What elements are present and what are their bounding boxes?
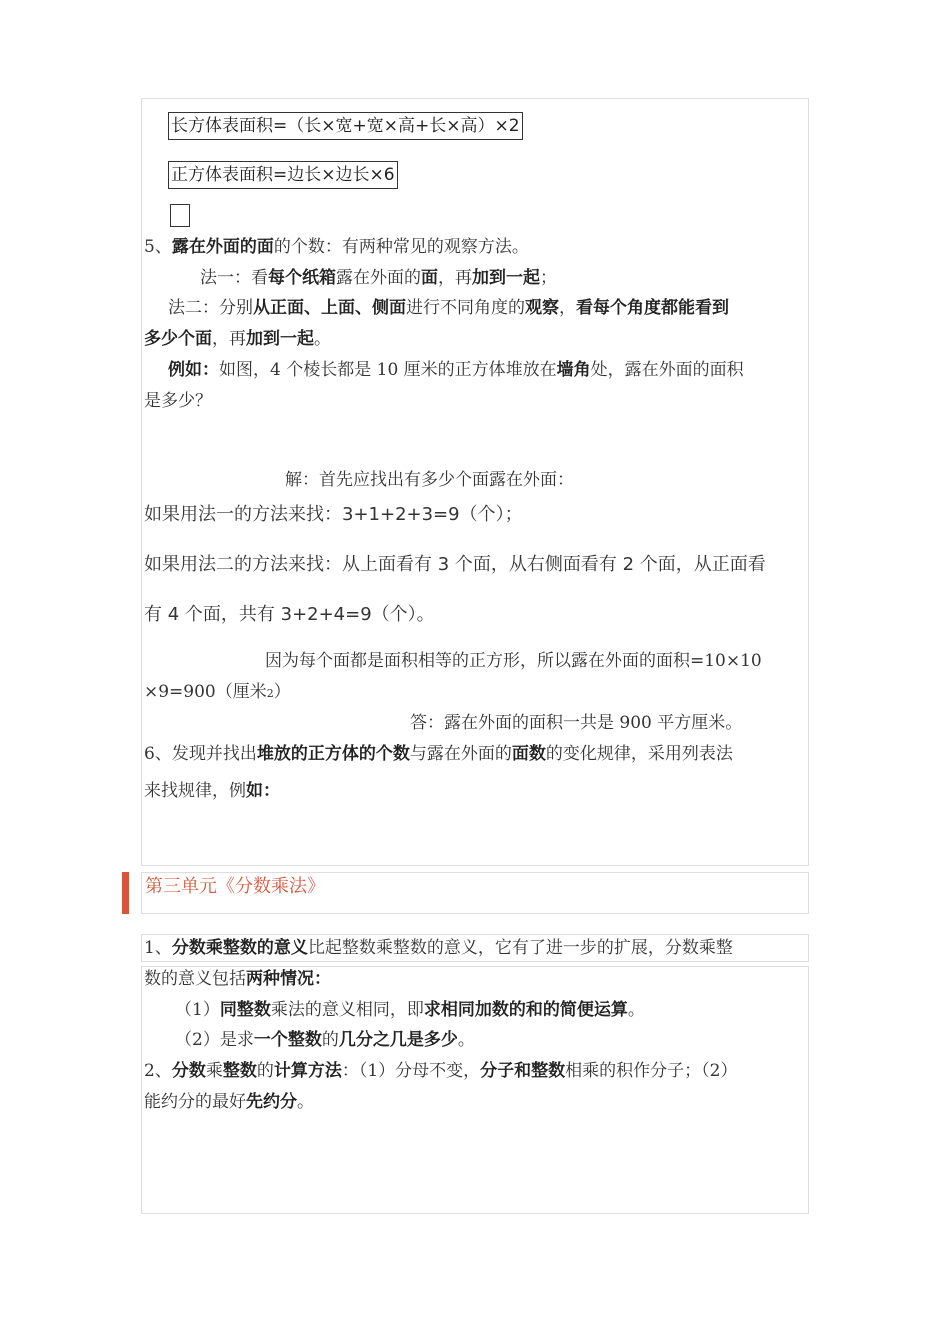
text: 发现并找出 [171, 744, 257, 764]
bold-term: 分数 [171, 1061, 206, 1081]
unit3-case2 [175, 1030, 475, 1050]
bold-term: 例如： [168, 360, 219, 380]
unit3-point2 [144, 1061, 737, 1081]
answer: 答：露在外面的面积一共是 900 平方厘米。 [410, 713, 743, 733]
bold-term: 分子和整数 [480, 1061, 566, 1081]
cube-surface-area-formula: 正方体表面积=边长×边长×6 [168, 161, 398, 189]
text: ：（1）分母不变， [341, 1061, 481, 1081]
text: 与露在外面的 [409, 744, 512, 764]
text: ×9=900（厘米 [144, 682, 267, 702]
empty-checkbox-shape [170, 204, 190, 227]
method-one [200, 268, 557, 288]
bold-term: 一个整数 [253, 1030, 322, 1050]
bold-term: 整数 [222, 1061, 257, 1081]
text: ） [273, 682, 291, 702]
bold-term: 计算方法 [273, 1061, 342, 1081]
example-cont: 是多少？ [144, 391, 212, 411]
item6-cont [144, 781, 280, 801]
bold-term: 每个纸箱 [268, 268, 336, 288]
bold-term: 面数 [511, 744, 546, 764]
way-one: 如果用法一的方法来找：3+1+2+3=9（个）； [144, 504, 523, 525]
method-two-cont [144, 329, 331, 349]
section-accent-bar [122, 872, 129, 914]
text: 进行不同角度的 [406, 298, 525, 318]
text: 的变化规律，采用列表法 [545, 744, 733, 764]
item5-heading [144, 237, 529, 257]
text: 乘 [205, 1061, 223, 1081]
way-two: 如果用法二的方法来找：从上面看有 3 个面，从右侧面看有 2 个面，从正面看 [144, 554, 766, 575]
text: （2）是求 [175, 1030, 254, 1050]
cuboid-surface-area-formula: 长方体表面积=（长×宽+宽×高+长×高）×2 [168, 112, 523, 140]
bold-term: 观察 [525, 298, 559, 318]
bold-term: 加到一起 [472, 268, 540, 288]
item-number: 5、 [144, 237, 172, 257]
bold-term: 先约分 [246, 1092, 297, 1112]
item-number: 2、 [144, 1061, 172, 1081]
text: 。 [314, 329, 331, 349]
item6-heading [144, 744, 733, 764]
bold-term: 堆放的正方体的个数 [256, 744, 410, 764]
text: 露在外面的 [336, 268, 421, 288]
bold-term: 加到一起 [246, 329, 314, 349]
text: 法二：分别 [168, 298, 253, 318]
section-title: 第三单元《分数乘法》 [145, 876, 325, 897]
text: 乘法的意义相同，即 [270, 1000, 424, 1020]
text: 能约分的最好 [144, 1092, 246, 1112]
unit3-point1 [144, 938, 733, 958]
text: 如图，4 个棱长都是 10 厘米的正方体堆放在 [219, 360, 557, 380]
item-number: 1、 [144, 938, 172, 958]
text: 处，露在外面的面积 [590, 360, 744, 380]
unit3-point2-cont [144, 1092, 314, 1112]
unit3-point1-cont [144, 969, 331, 989]
text: ，再 [438, 268, 472, 288]
text: ； [540, 268, 557, 288]
unit3-case1 [175, 1000, 645, 1020]
bold-term: 面 [421, 268, 438, 288]
bold-term: 分数乘整数的意义 [171, 938, 308, 958]
bold-term: 两种情况： [246, 969, 331, 989]
unit-exponent: 2 [266, 687, 274, 700]
solution-intro: 解：首先应找出有多少个面露在外面： [285, 470, 574, 490]
text: （1） [175, 1000, 220, 1020]
bold-term: 如： [246, 781, 280, 801]
text: 来找规律，例 [144, 781, 246, 801]
bold-term: 墙角 [556, 360, 591, 380]
item-number: 6、 [144, 744, 172, 764]
text: 数的意义包括 [144, 969, 246, 989]
bold-term: 从正面、上面、侧面 [253, 298, 406, 318]
bold-term: 几分之几是多少 [338, 1030, 458, 1050]
text: 的 [256, 1061, 274, 1081]
bold-term: 同整数 [219, 1000, 271, 1020]
text: 。 [297, 1092, 314, 1112]
text: 的 [321, 1030, 339, 1050]
area-calc-cont [144, 682, 291, 704]
text: 的个数：有两种常见的观察方法。 [273, 237, 529, 257]
bold-term: 多少个面 [144, 329, 212, 349]
text: 比起整数乘整数的意义，它有了进一步的扩展，分数乘整 [307, 938, 733, 958]
bold-term: 看每个角度都能看到 [576, 298, 729, 318]
method-two [168, 298, 729, 318]
text: 。 [627, 1000, 645, 1020]
text: 法一：看 [200, 268, 268, 288]
example [168, 360, 744, 380]
text: 。 [457, 1030, 475, 1050]
way-two-cont: 有 4 个面，共有 3+2+4=9（个）。 [144, 604, 435, 625]
area-calc: 因为每个面都是面积相等的正方形，所以露在外面的面积=10×10 [265, 651, 762, 671]
text: ，再 [212, 329, 246, 349]
bold-term: 求相同加数的和的简便运算 [423, 1000, 628, 1020]
text: ， [559, 298, 576, 318]
text: 相乘的积作分子；（2） [565, 1061, 738, 1081]
bold-term: 露在外面的面 [171, 237, 274, 257]
